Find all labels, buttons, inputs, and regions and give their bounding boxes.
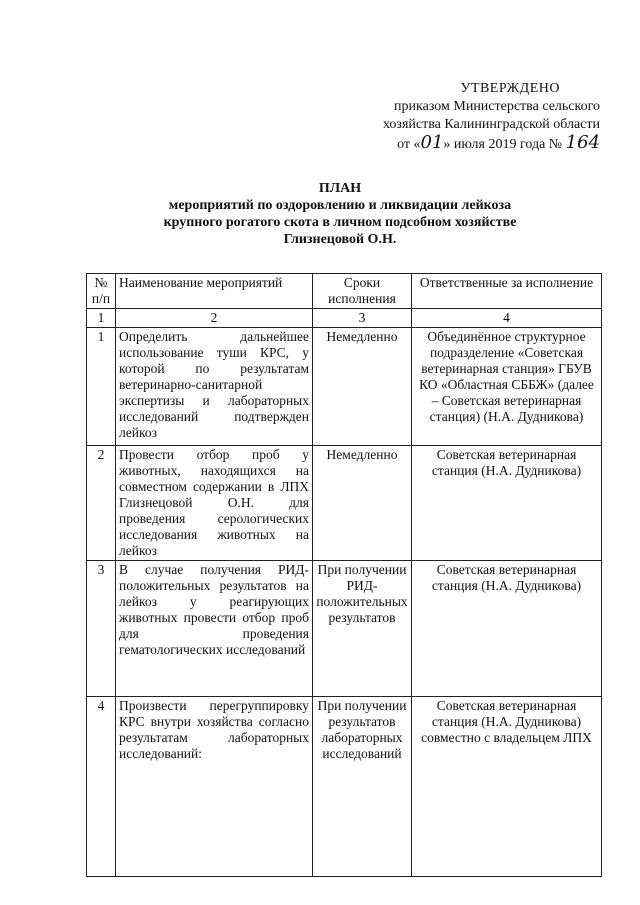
table-row <box>87 446 602 561</box>
row-num: 3 <box>87 561 116 697</box>
date-suffix: » июля 2019 года № <box>443 137 563 152</box>
table-header-row <box>87 274 602 309</box>
approval-line-1: приказом Министерства сельского <box>394 99 600 114</box>
header-action: Наименование мероприятий <box>116 274 313 309</box>
row-num: 2 <box>87 446 116 561</box>
row-action: Произвести перегруппировку КРС внутри хозяйства согласно результатам лабораторных исследований: <box>116 697 313 877</box>
approval-line-2: хозяйства Калининградской области <box>382 117 600 132</box>
row-action: В случае получения РИД-положительных результатов на лейкоз у реагирующих животных провести отбор проб для проведения гематологических исследований <box>116 561 313 697</box>
plan-table <box>86 273 602 877</box>
row-responsible: Объединённое структурное подразделение «Советская ветеринарная станция» ГБУВ КО «Областная СББЖ» (далее – Советская ветеринарная станция) (Н.А. Дудникова) <box>412 328 602 446</box>
plan-title <box>90 180 590 248</box>
row-num: 4 <box>87 697 116 877</box>
title-line-3: крупного рогатого скота в личном подсобном хозяйстве <box>163 215 517 230</box>
title-line-4: Глизнецовой О.Н. <box>283 232 397 247</box>
approval-block <box>383 80 600 154</box>
date-prefix: от « <box>397 137 421 152</box>
order-number: 164 <box>565 132 600 153</box>
index-cell: 3 <box>313 309 412 328</box>
row-action: Определить дальнейшее использование туши КРС, у которой по результатам ветеринарно-санитарной экспертизы и лабораторных исследований подтвержден лейкоз <box>116 328 313 446</box>
header-term: Сроки исполнения <box>313 274 412 309</box>
index-cell: 4 <box>412 309 602 328</box>
table-row <box>87 697 602 877</box>
row-responsible: Советская ветеринарная станция (Н.А. Дудникова) совместно с владельцем ЛПХ <box>412 697 602 877</box>
table-index-row <box>87 309 602 328</box>
row-num: 1 <box>87 328 116 446</box>
index-cell: 2 <box>116 309 313 328</box>
index-cell: 1 <box>87 309 116 328</box>
approval-date-line <box>383 134 600 154</box>
row-term: При получении РИД-положительных результатов <box>313 561 412 697</box>
title-line-1: ПЛАН <box>318 181 362 196</box>
header-responsible: Ответственные за исполнение <box>412 274 602 309</box>
row-term: При получении результатов лабораторных исследований <box>313 697 412 877</box>
row-action: Провести отбор проб у животных, находящихся на совместном содержании в ЛПХ Глизнецовой О.Н. для проведения серологических исследования животных на лейкоз <box>116 446 313 561</box>
header-num: № п/п <box>87 274 116 309</box>
table-row <box>87 328 602 446</box>
row-responsible: Советская ветеринарная станция (Н.А. Дудникова) <box>412 561 602 697</box>
row-term: Немедленно <box>313 446 412 561</box>
table-row <box>87 561 602 697</box>
title-line-2: мероприятий по оздоровлению и ликвидации лейкоза <box>168 198 512 213</box>
row-term: Немедленно <box>313 328 412 446</box>
approval-heading: УТВЕРЖДЕНО <box>460 81 560 96</box>
date-day: 01 <box>420 132 444 153</box>
row-responsible: Советская ветеринарная станция (Н.А. Дудникова) <box>412 446 602 561</box>
